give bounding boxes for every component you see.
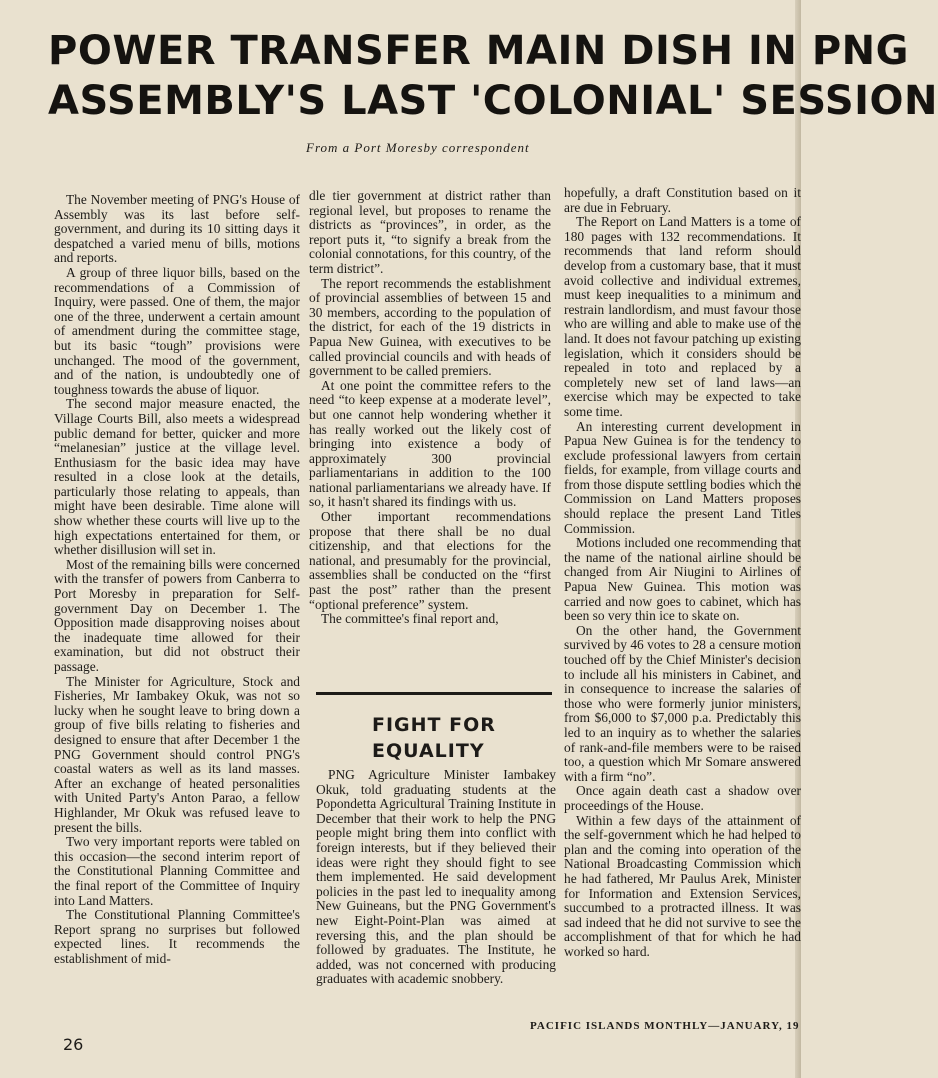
paragraph: The report recommends the establishment of provincial assemblies of between 15 and 30 members, according to the population of the district, for each of the 19 districts in Papua New Guinea, with executives to be called provincial councils and with heads of government to be called premiers. [309, 275, 551, 379]
article-column-3 [564, 186, 801, 1012]
paragraph: A group of three liquor bills, based on the recommendations of a Commission of Inquiry, were passed. One of them, the major one of the three, underwent a certain amount of amendment during the committee stage, but its basic “tough” provisions were unchanged. The mood of the government, and of the nation, is undoubtedly one of toughness towards the abuse of liquor. [54, 264, 300, 397]
paragraph: The November meeting of PNG's House of Assembly was its last before self-government, and during its 10 sitting days it despatched a varied menu of bills, motions and reports. [54, 192, 300, 266]
paragraph: hopefully, a draft Constitution based on it are due in February. [564, 185, 801, 215]
sidebar-title-line-1: FIGHT FOR [372, 714, 496, 736]
article-column-2 [309, 189, 551, 679]
paragraph: Once again death cast a shadow over proceedings of the House. [564, 783, 801, 813]
paragraph: The Minister for Agriculture, Stock and Fisheries, Mr Iambakey Okuk, was not so lucky when he sought leave to bring down a group of five bills relating to fisheries and designed to ensure that after December 1 the PNG Government should control PNG's coastal waters as well as its land masses. After an exchange of heated personalities with United Party's Anton Parao, a fellow Highlander, Mr Okuk was refused leave to present the bills. [54, 673, 300, 835]
paragraph: PNG Agriculture Minister Iambakey Okuk, told graduating students at the Popondetta Agricultural Training Institute in December that their work to help the PNG people might bring them into conflict with foreign interests, but if they believed their ideas were right they should fight to see them implemented. He said development policies in the past led to inequality among New Guineans, but the PNG Government's new Eight-Point-Plan was aimed at reversing this, and the plan should be followed by graduates. The Institute, he added, was not concerned with producing graduates with academic snobbery. [316, 767, 556, 987]
article-column-1 [54, 193, 300, 1015]
headline-line-1: POWER TRANSFER MAIN DISH IN PNG [48, 28, 909, 74]
paragraph: dle tier government at district rather than regional level, but proposes to rename the districts as “provinces”, in order, as the report puts it, “to signify a break from the colonial connotations, for this country, of the term district”. [309, 188, 551, 276]
sidebar-title [372, 712, 496, 764]
headline [48, 26, 938, 126]
paragraph: The committee's final report and, [321, 611, 499, 627]
page-number: 26 [63, 1035, 84, 1054]
paragraph: Two very important reports were tabled on this occasion—the second interim report of the Constitutional Planning Committee and the final report of the Committee of Inquiry into Land Matters. [54, 834, 300, 908]
paragraph: Most of the remaining bills were concerned with the transfer of powers from Canberra to Port Moresby in preparation for Self-government Day on December 1. The Opposition made disapproving noises about the inadequate time allowed for their examination, but did not obstruct their passage. [54, 556, 300, 674]
paragraph: On the other hand, the Government survived by 46 votes to 28 a censure motion touched off by the Chief Minister's decision to include all his ministers in Cabinet, and in consequence to increase the salaries of those who were formerly junior ministers, from $6,000 to $7,000 p.a. Predictably this led to an inquiry as to whether the salaries of rank-and-file members were to be raised too, a question which Mr Somare answered with a firm “no”. [564, 622, 801, 784]
paragraph: At one point the committee refers to the need “to keep expense at a moderate level”, but one cannot help wondering whether it has really worked out the likely cost of bringing into existence a body of approximately 300 provincial parliamentarians in addition to the 100 national parliamentarians we already have. If so, it hasn't shared its findings with us. [309, 377, 551, 510]
headline-line-2: ASSEMBLY'S LAST 'COLONIAL' SESSION [48, 78, 938, 124]
sidebar-title-line-2: EQUALITY [372, 740, 485, 762]
sidebar-divider [316, 692, 552, 695]
paragraph: Within a few days of the attainment of the self-government which he had helped to plan and the coming into operation of the National Broadcasting Commission which he had fathered, Mr Paulus Arek, Minister for Information and Extension Services, succumbed to a protracted illness. It was sad indeed that he did not survive to see the accomplishment of that for which he had worked so hard. [564, 812, 801, 959]
sidebar-text [316, 768, 556, 1018]
paragraph: An interesting current development in Papua New Guinea is for the tendency to exclude professional lawyers from certain fields, for example, from village courts and from those dispute settling bodies which the Commission on Land Matters proposes should replace the present Land Titles Commission. [564, 418, 801, 536]
paragraph: Motions included one recommending that the name of the national airline should be changed from Air Niugini to Airlines of Papua New Guinea. This motion was carried and now goes to cabinet, which has been so very thin ice to skate on. [564, 535, 801, 624]
paragraph: The Constitutional Planning Committee's Report sprang no surprises but followed expected lines. It recommends the establishment of mid- [54, 907, 300, 966]
paragraph: Other important recommendations propose that there shall be no dual citizenship, and that elections for the national, and presumably for the provincial, assemblies shall be conducted on the “first past the post” rather than the present “optional preference” system. [309, 509, 551, 612]
byline: From a Port Moresby correspondent [306, 140, 530, 155]
paragraph: The Report on Land Matters is a tome of 180 pages with 132 recommendations. It recommends that land reform should develop from a customary base, that it must avoid collective and individual extremes, must keep inequalities to a minimum and restrain landlordism, and must favour those who are willing and able to make use of the land. It does not favour patching up existing legislation, which it considers should be repealed in toto and replaced by a completely new set of land laws—an exercise which may be expected to take some time. [564, 214, 801, 419]
paragraph: The second major measure enacted, the Village Courts Bill, also meets a widespread public demand for better, quicker and more “melanesian” justice at the village level. Enthusiasm for the basic idea may have resulted in a close look at the details, particularly those relating to appeals, than might have been desirable. Time alone will show whether these courts will live up to the high expectations entertained for them, or whether disillusion will set in. [54, 396, 300, 558]
running-footer: PACIFIC ISLANDS MONTHLY—JANUARY, 19 [530, 1020, 800, 1032]
